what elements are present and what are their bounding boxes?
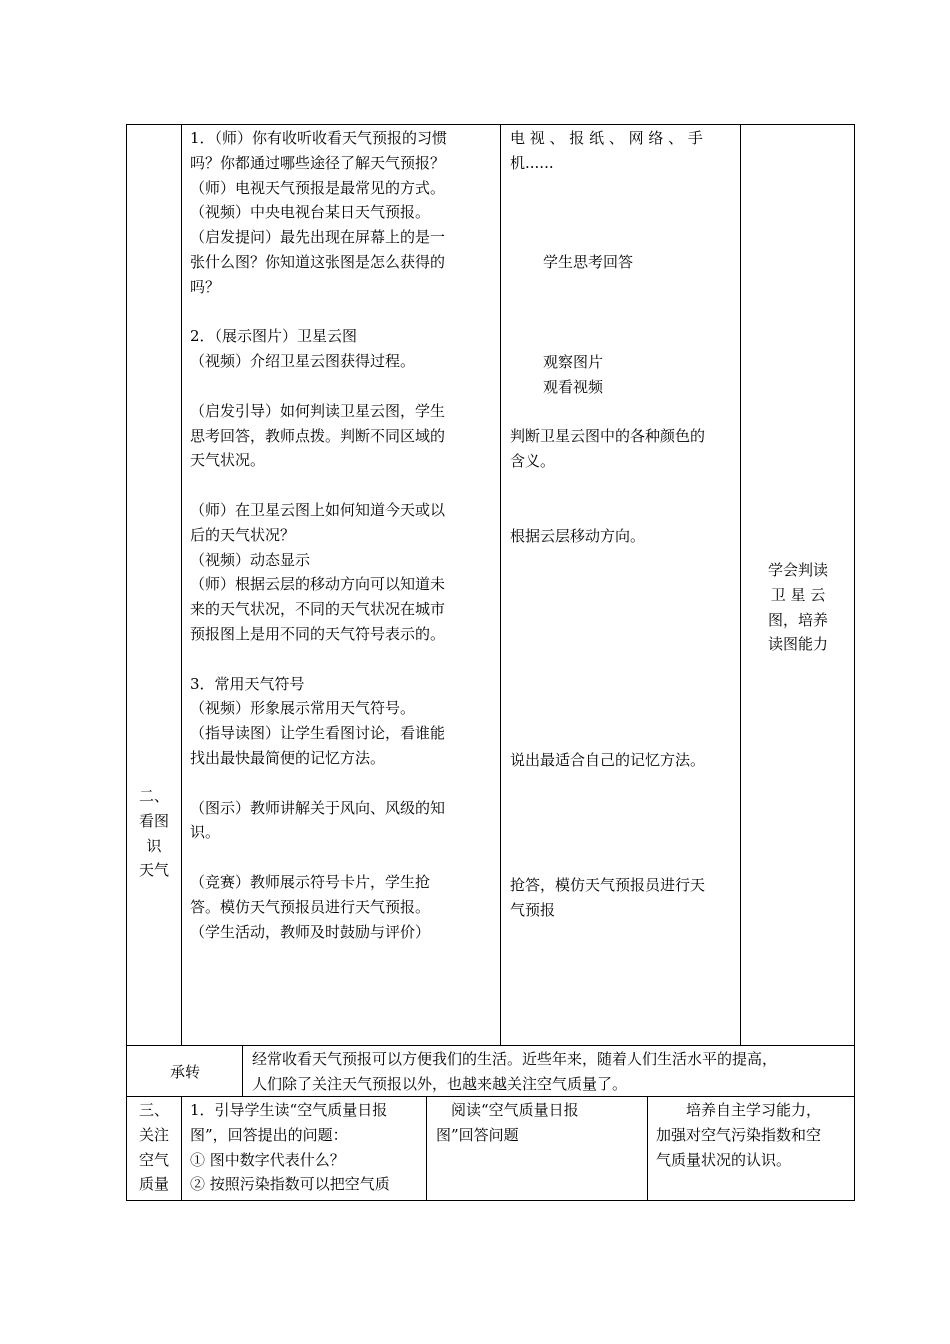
section3-student-activities (436, 1098, 642, 1148)
transition-text-line-1: 经常收看天气预报可以方便我们的生活。近些年来，随着人们生活水平的提高， (252, 1050, 778, 1068)
s2-col-sep-2 (500, 124, 501, 1045)
teacher-line (190, 845, 496, 870)
student-judge-line-2: 含义。 (510, 452, 556, 470)
teacher-line: 找出最快最简便的记忆方法。 (190, 748, 386, 767)
s3-student-line: 阅读“空气质量日报 (436, 1101, 579, 1119)
section2-label-line: 识 (146, 836, 162, 855)
s3-teacher-line: 图”，回答提出的问题： (190, 1125, 348, 1144)
s3-goal-line: 气质量状况的认识。 (656, 1150, 792, 1169)
teacher-line (190, 473, 496, 498)
teacher-line: （学生活动，教师及时鼓励与评价） (190, 922, 431, 941)
teacher-line: 思考回答，教师点拨。判断不同区域的 (190, 426, 446, 445)
section2-label (130, 784, 178, 883)
table-left-border (126, 124, 127, 1201)
student-watch: 观看视频 (543, 378, 604, 396)
teacher-line: （视频）中央电视台某日天气预报。 (190, 203, 431, 222)
teacher-line: 吗？ (190, 277, 221, 296)
teacher-line (190, 300, 496, 325)
transition-label: 承转 (170, 1063, 201, 1081)
section2-goal (748, 558, 848, 657)
goal-line: 读图能力 (767, 635, 828, 654)
s3-teacher-line: 1．引导学生读“空气质量日报 (190, 1101, 388, 1119)
teacher-line: 识。 (190, 823, 221, 842)
student-observe: 观察图片 (543, 353, 604, 371)
goal-line: 图，培养 (767, 610, 828, 629)
teacher-line: （启发引导）如何判读卫星云图，学生 (190, 401, 446, 420)
teacher-line: （指导读图）让学生看图讨论，看谁能 (190, 724, 446, 743)
teacher-line: 1．（师）你有收听收看天气预报的习惯 (190, 129, 448, 147)
teacher-line: （师）在卫星云图上如何知道今天或以 (190, 500, 446, 519)
section2-teacher-activities (190, 126, 496, 944)
table-right-border (854, 124, 855, 1201)
section2-label-line: 天气 (138, 861, 169, 880)
teacher-line: 后的天气状况？ (190, 525, 296, 544)
student-answer-line-2: 气预报 (510, 901, 556, 919)
s3-goal-line: 加强对空气污染指数和空 (656, 1125, 822, 1144)
teacher-line: （视频）形象展示常用天气符号。 (190, 699, 416, 718)
section3-label-line: 关注 (138, 1125, 169, 1144)
section2-label-line: 看图 (138, 811, 169, 830)
teacher-line (190, 771, 496, 796)
s2-col-sep-1 (181, 124, 182, 1045)
teacher-line: 吗？你都通过哪些途径了解天气预报？ (190, 153, 446, 172)
s3-goal-line: 培养自主学习能力， (656, 1101, 822, 1119)
goal-line: 学会判读 (767, 561, 828, 579)
teacher-line: 2．（展示图片）卫星云图 (190, 327, 358, 346)
section3-label-line: 空气 (138, 1150, 169, 1169)
section3-goal (656, 1098, 850, 1172)
s3-col-sep-1 (181, 1096, 182, 1200)
teacher-line (190, 374, 496, 399)
table-bottom-border (126, 1200, 855, 1201)
teacher-line: （师）电视天气预报是最常见的方式。 (190, 178, 446, 197)
teacher-line: 来的天气状况，不同的天气状况在城市 (190, 600, 446, 619)
teacher-line: （视频）介绍卫星云图获得过程。 (190, 352, 416, 371)
teacher-line: 答。模仿天气预报员进行天气预报。 (190, 897, 431, 916)
section2-bottom-border (126, 1045, 855, 1046)
student-channels-line-2: 机...... (510, 154, 554, 172)
student-judge-line-1: 判断卫星云图中的各种颜色的 (510, 427, 706, 445)
teacher-line: 预报图上是用不同的天气符号表示的。 (190, 624, 446, 643)
s2-col-sep-3 (740, 124, 741, 1045)
s3-col-sep-3 (647, 1096, 648, 1200)
teacher-line: 3．常用天气符号 (190, 674, 305, 693)
teacher-line: 天气状况。 (190, 451, 266, 470)
s3-teacher-line: ② 按照污染指数可以把空气质 (190, 1175, 390, 1194)
transition-text-line-2: 人们除了关注天气预报以外，也越来越关注空气质量了。 (252, 1075, 628, 1093)
teacher-line: （视频）动态显示 (190, 550, 311, 569)
teacher-line: （图示）教师讲解关于风向、风级的知 (190, 798, 446, 817)
student-direction: 根据云层移动方向。 (510, 527, 646, 545)
s3-student-line: 图”回答问题 (436, 1125, 519, 1144)
transition-col-sep (242, 1045, 243, 1096)
student-memory: 说出最适合自己的记忆方法。 (510, 751, 706, 769)
teacher-line: （启发提问）最先出现在屏幕上的是一 (190, 228, 446, 247)
s3-teacher-line: ① 图中数字代表什么？ (190, 1150, 345, 1169)
teacher-line (190, 647, 496, 672)
section3-label-line: 三、 (138, 1101, 169, 1119)
section3-teacher-activities (190, 1098, 422, 1197)
teacher-line: 张什么图？你知道这张图是怎么获得的 (190, 252, 446, 271)
section3-label-line: 质量 (138, 1175, 169, 1194)
table-top-border (126, 124, 855, 125)
s3-col-sep-2 (426, 1096, 427, 1200)
section2-label-line: 二、 (138, 787, 169, 805)
student-think: 学生思考回答 (543, 253, 634, 271)
student-answer-line-1: 抢答，模仿天气预报员进行天 (510, 876, 706, 894)
student-channels-line-1: 电 视 、 报 纸 、 网 络 、 手 (510, 129, 703, 147)
teacher-line: （师）根据云层的移动方向可以知道未 (190, 575, 446, 594)
section3-label (130, 1098, 178, 1197)
goal-line: 卫 星 云 (770, 585, 826, 604)
teacher-line: （竞赛）教师展示符号卡片，学生抢 (190, 872, 431, 891)
